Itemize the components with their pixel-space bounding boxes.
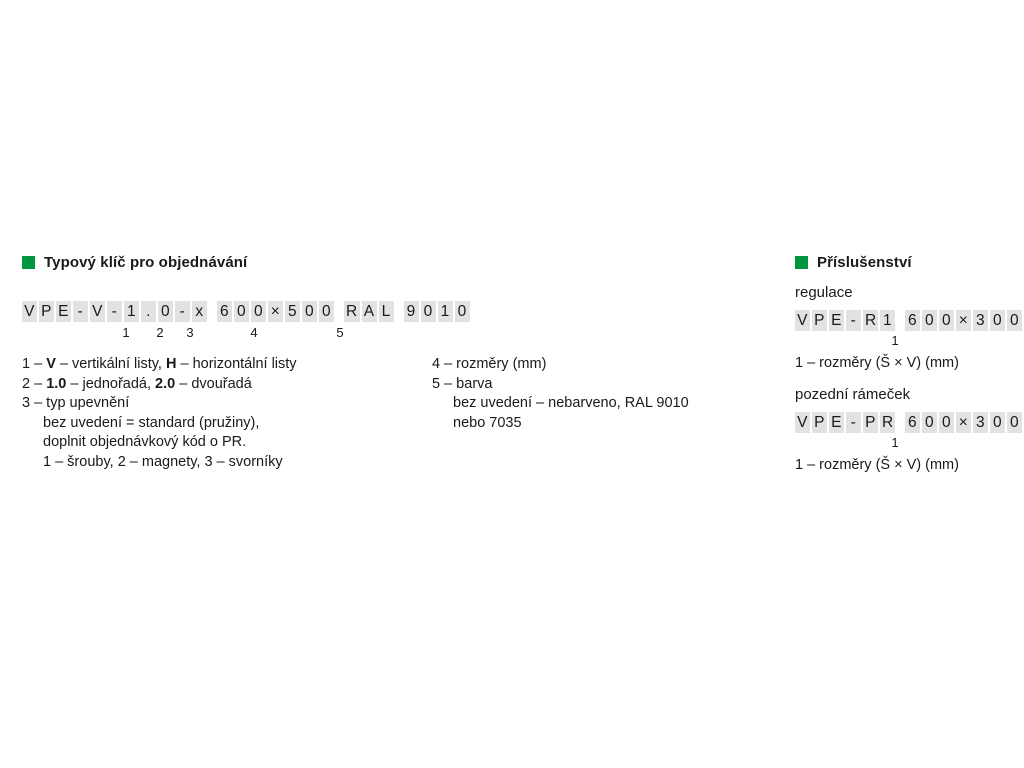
code-cell: 6 (905, 310, 920, 331)
code-cell: . (141, 301, 156, 322)
code-cell: P (39, 301, 54, 322)
legend-line: 5 – barva (432, 375, 493, 392)
code-cell: - (175, 301, 190, 322)
code-cell: 0 (234, 301, 249, 322)
code-cell-gap (897, 310, 903, 331)
code-cell: 0 (302, 301, 317, 322)
code-cell: 0 (319, 301, 334, 322)
code-cell: 9 (404, 301, 419, 322)
accessory-legend-line: 1 – rozměry (Š × V) (mm) (795, 355, 959, 371)
code-cell: 0 (939, 310, 954, 331)
code-cell: 0 (939, 412, 954, 433)
code-marker: 2 (156, 325, 164, 340)
code-cell: L (379, 301, 394, 322)
accessory-code-marker: 1 (891, 435, 899, 450)
code-cell: 5 (285, 301, 300, 322)
green-square-icon (22, 256, 35, 269)
code-cell: - (846, 310, 861, 331)
legend-line: doplnit objednávkový kód o PR. (43, 434, 247, 450)
green-square-icon (795, 256, 808, 269)
code-cell: 1 (880, 310, 895, 331)
code-cell: V (90, 301, 105, 322)
code-cell: V (795, 412, 810, 433)
accessory-legend-line: 1 – rozměry (Š × V) (mm) (795, 457, 959, 473)
code-cell: - (73, 301, 88, 322)
code-cell: V (22, 301, 37, 322)
ordering-legend-column-2 (432, 355, 762, 472)
code-cell: 3 (973, 310, 988, 331)
code-cell: 1 (124, 301, 139, 322)
legend-line: 3 – typ upevnění (22, 395, 130, 411)
code-cell: A (362, 301, 377, 322)
code-cell: × (268, 301, 283, 322)
code-cell: × (956, 310, 971, 331)
legend-line: 1 – šrouby, 2 – magnety, 3 – svorníky (43, 453, 283, 470)
code-cell: 0 (990, 412, 1005, 433)
code-cell: 0 (158, 301, 173, 322)
code-cell: R (865, 312, 877, 329)
accessories-section (795, 254, 1020, 475)
code-cell: - (107, 301, 122, 322)
code-cell: 0 (251, 301, 266, 322)
accessories-heading (795, 254, 1015, 271)
legend-line: nebo 7035 (453, 414, 522, 431)
ordering-code-row (22, 301, 762, 322)
code-cell: 0 (1007, 310, 1022, 331)
code-cell-gap (336, 301, 342, 322)
code-cell: 0 (922, 412, 937, 433)
code-cell: R (882, 414, 894, 431)
ordering-key-heading (22, 254, 762, 271)
legend-line: bez uvedení = standard (pružiny), (43, 414, 260, 431)
code-marker: 1 (122, 325, 130, 340)
code-cell: P (863, 412, 878, 433)
code-cell: E (56, 301, 71, 322)
code-marker: 5 (336, 325, 344, 340)
code-cell: 6 (905, 412, 920, 433)
accessory-code-marker: 1 (891, 333, 899, 348)
code-cell: 6 (217, 301, 232, 322)
code-cell: E (829, 310, 844, 331)
accessories-groups (795, 283, 1020, 475)
code-cell: E (829, 412, 844, 433)
code-cell-gap (897, 412, 903, 433)
accessories-title: Příslušenství (817, 254, 912, 271)
ordering-legend (22, 355, 762, 472)
ordering-key-section (22, 254, 762, 472)
legend-line: 4 – rozměry (mm) (432, 356, 547, 372)
code-cell: x (192, 301, 207, 322)
code-marker: 4 (250, 325, 258, 340)
legend-line: 1 – V – vertikální listy, H – horizontální listy (22, 356, 297, 372)
code-cell: 0 (1007, 412, 1022, 433)
code-cell: R (346, 303, 358, 320)
code-cell: 0 (455, 301, 470, 322)
code-cell: P (812, 310, 827, 331)
code-cell-gap (396, 301, 402, 322)
accessory-group-label: regulace (795, 284, 853, 301)
code-marker: 3 (186, 325, 194, 340)
code-cell: - (846, 412, 861, 433)
legend-line: 2 – 1.0 – jednořadá, 2.0 – dvouřadá (22, 375, 252, 392)
code-cell: 3 (973, 412, 988, 433)
accessory-code-row (795, 412, 1020, 433)
legend-line: bez uvedení – nebarveno, RAL 9010 (453, 395, 689, 411)
code-cell: × (956, 412, 971, 433)
code-cell: 0 (922, 310, 937, 331)
accessory-code-row (795, 310, 1020, 331)
code-cell: P (812, 412, 827, 433)
accessory-group-label: pozední rámeček (795, 386, 911, 403)
code-cell-gap (209, 301, 215, 322)
ordering-key-title: Typový klíč pro objednávání (44, 254, 248, 271)
ordering-code-markers (22, 325, 452, 343)
code-cell: 0 (990, 310, 1005, 331)
ordering-legend-column-1 (22, 355, 432, 472)
code-cell: 1 (438, 301, 453, 322)
code-cell: 0 (421, 301, 436, 322)
code-cell: V (795, 310, 810, 331)
